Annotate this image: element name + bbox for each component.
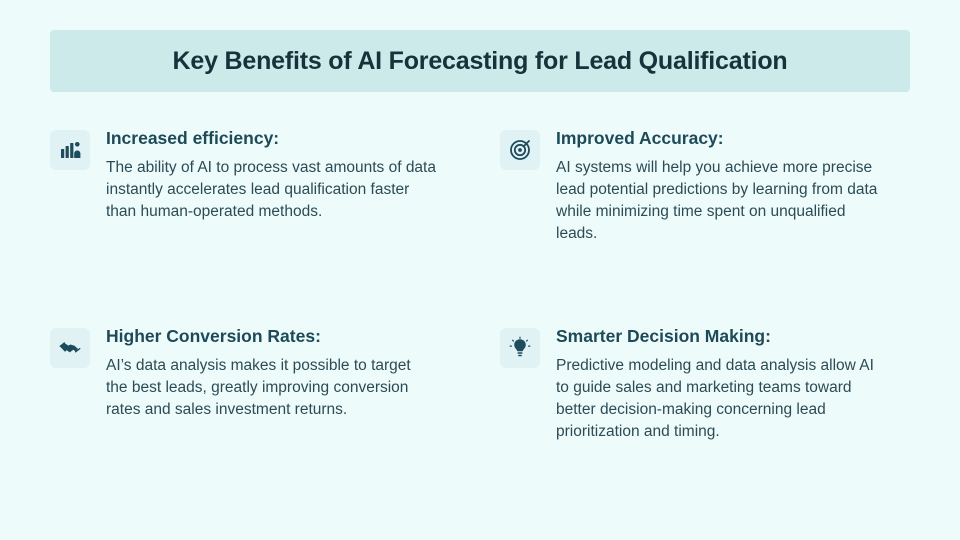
handshake-icon: [50, 328, 90, 368]
benefit-title: Improved Accuracy:: [556, 128, 724, 148]
benefit-item-increased-efficiency: [50, 128, 500, 326]
benefit-text-block: [556, 326, 886, 444]
benefit-title: Smarter Decision Making:: [556, 326, 771, 346]
benefit-description: AI systems will help you achieve more precise lead potential predictions by learning from data while minimizing time spent on unqualified leads.: [556, 158, 878, 243]
target-icon: [500, 130, 540, 170]
page-title: Key Benefits of AI Forecasting for Lead Qualification: [172, 46, 788, 75]
benefit-description: The ability of AI to process vast amounts of data instantly accelerates lead qualification faster than human-operated methods.: [106, 158, 436, 221]
benefit-item-smarter-decision-making: [500, 326, 910, 508]
benefit-title: Increased efficiency:: [106, 128, 280, 148]
benefit-description: AI’s data analysis makes it possible to target the best leads, greatly improving conversion rates and sales investment returns.: [106, 356, 411, 419]
slide-title-band: [50, 30, 910, 92]
benefit-item-higher-conversion-rates: [50, 326, 500, 508]
benefit-text-block: [106, 128, 436, 223]
benefit-text-block: [556, 128, 886, 246]
benefit-title: Higher Conversion Rates:: [106, 326, 321, 346]
benefits-grid: [50, 128, 910, 508]
benefit-description: Predictive modeling and data analysis allow AI to guide sales and marketing teams toward better decision-making concerning lead prioritization and timing.: [556, 356, 874, 441]
benefit-text-block: [106, 326, 436, 421]
bar-chart-person-icon: [50, 130, 90, 170]
lightbulb-icon: [500, 328, 540, 368]
benefit-item-improved-accuracy: [500, 128, 910, 326]
